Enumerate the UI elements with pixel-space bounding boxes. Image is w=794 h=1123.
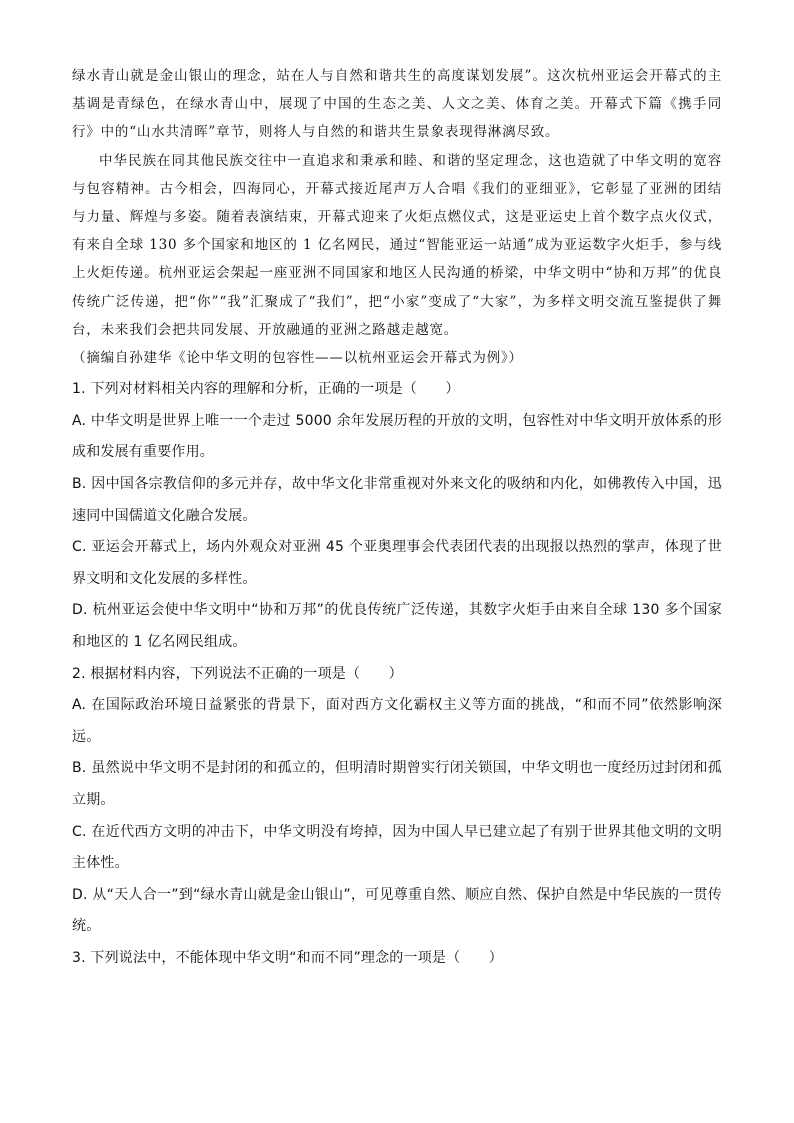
option-a: A. 在国际政治环境日益紧张的背景下，面对西方文化霸权主义等方面的挑战，“和而不同”依然影响深远。	[72, 697, 722, 745]
option-d: D. 杭州亚运会使中华文明中“协和万邦”的优良传统广泛传递，其数字火炬手由来自全球 130 多个国家和地区的 1 亿名网民组成。	[72, 602, 722, 650]
question-3	[72, 943, 722, 975]
question-2	[72, 659, 722, 943]
reading-passage	[72, 62, 722, 372]
option-b: B. 虽然说中华文明不是封闭的和孤立的，但明清时期曾实行闭关锁国，中华文明也一度经历过封闭和孤立期。	[72, 760, 722, 808]
option-b: B. 因中国各宗教信仰的多元并存，故中华文化非常重视对外来文化的吸纳和内化，如佛教传入中国，迅速同中国儒道文化融合发展。	[72, 476, 722, 524]
question-list	[72, 374, 722, 974]
document-page	[72, 62, 722, 975]
passage-paragraph: 绿水青山就是金山银山的理念，站在人与自然和谐共生的高度谋划发展”。这次杭州亚运会开幕式的主基调是青绿色，在绿水青山中，展现了中国的生态之美、人文之美、体育之美。开幕式下篇《携手同行》中的“山水共清晖”章节，则将人与自然的和谐共生景象表现得淋漓尽致。	[72, 68, 722, 141]
question-1	[72, 374, 722, 658]
option-d: D. 从“天人合一”到“绿水青山就是金山银山”，可见尊重自然、顺应自然、保护自然是中华民族的一贯传统。	[72, 886, 722, 935]
passage-source-citation: （摘编自孙建华《论中华文明的包容性——以杭州亚运会开幕式为例》）	[72, 350, 523, 367]
question-stem: 2. 根据材料内容，下列说法不正确的一项是（ ）	[72, 665, 403, 682]
option-c: C. 亚运会开幕式上，场内外观众对亚洲 45 个亚奥理事会代表团代表的出现报以热烈的掌声，体现了世界文明和文化发展的多样性。	[72, 539, 722, 587]
question-stem: 1. 下列对材料相关内容的理解和分析，正确的一项是（ ）	[72, 381, 460, 398]
passage-paragraph: 中华民族在同其他民族交往中一直追求和秉承和睦、和谐的坚定理念，这也造就了中华文明的宽容与包容精神。古今相会，四海同心，开幕式接近尾声万人合唱《我们的亚细亚》，它彰显了亚洲的团结与力量、辉煌与多姿。随着表演结束，开幕式迎来了火炬点燃仪式，这是亚运史上首个数字点火仪式，有来自全球 130 多个国家和地区的 1 亿名网民，通过“智能亚运一站通”成为亚运数字火炬手，参与线上火炬传递。杭州亚运会架起一座亚洲不同国家和地区人民沟通的桥梁，中华文明中“协和万邦”的优良传统广泛传递，把“你”“我”汇聚成了“我们”，把“小家”变成了“大家”，为多样文明交流互鉴提供了舞台，未来我们会把共同发展、开放融通的亚洲之路越走越宽。	[72, 152, 722, 338]
option-c: C. 在近代西方文明的冲击下，中华文明没有垮掉，因为中国人早已建立起了有别于世界其他文明的文明主体性。	[72, 823, 722, 872]
option-a: A. 中华文明是世界上唯一一个走过 5000 余年发展历程的开放的文明，包容性对中华文明开放体系的形成和发展有重要作用。	[72, 412, 722, 461]
question-stem: 3. 下列说法中，不能体现中华文明“和而不同”理念的一项是（ ）	[72, 949, 503, 966]
